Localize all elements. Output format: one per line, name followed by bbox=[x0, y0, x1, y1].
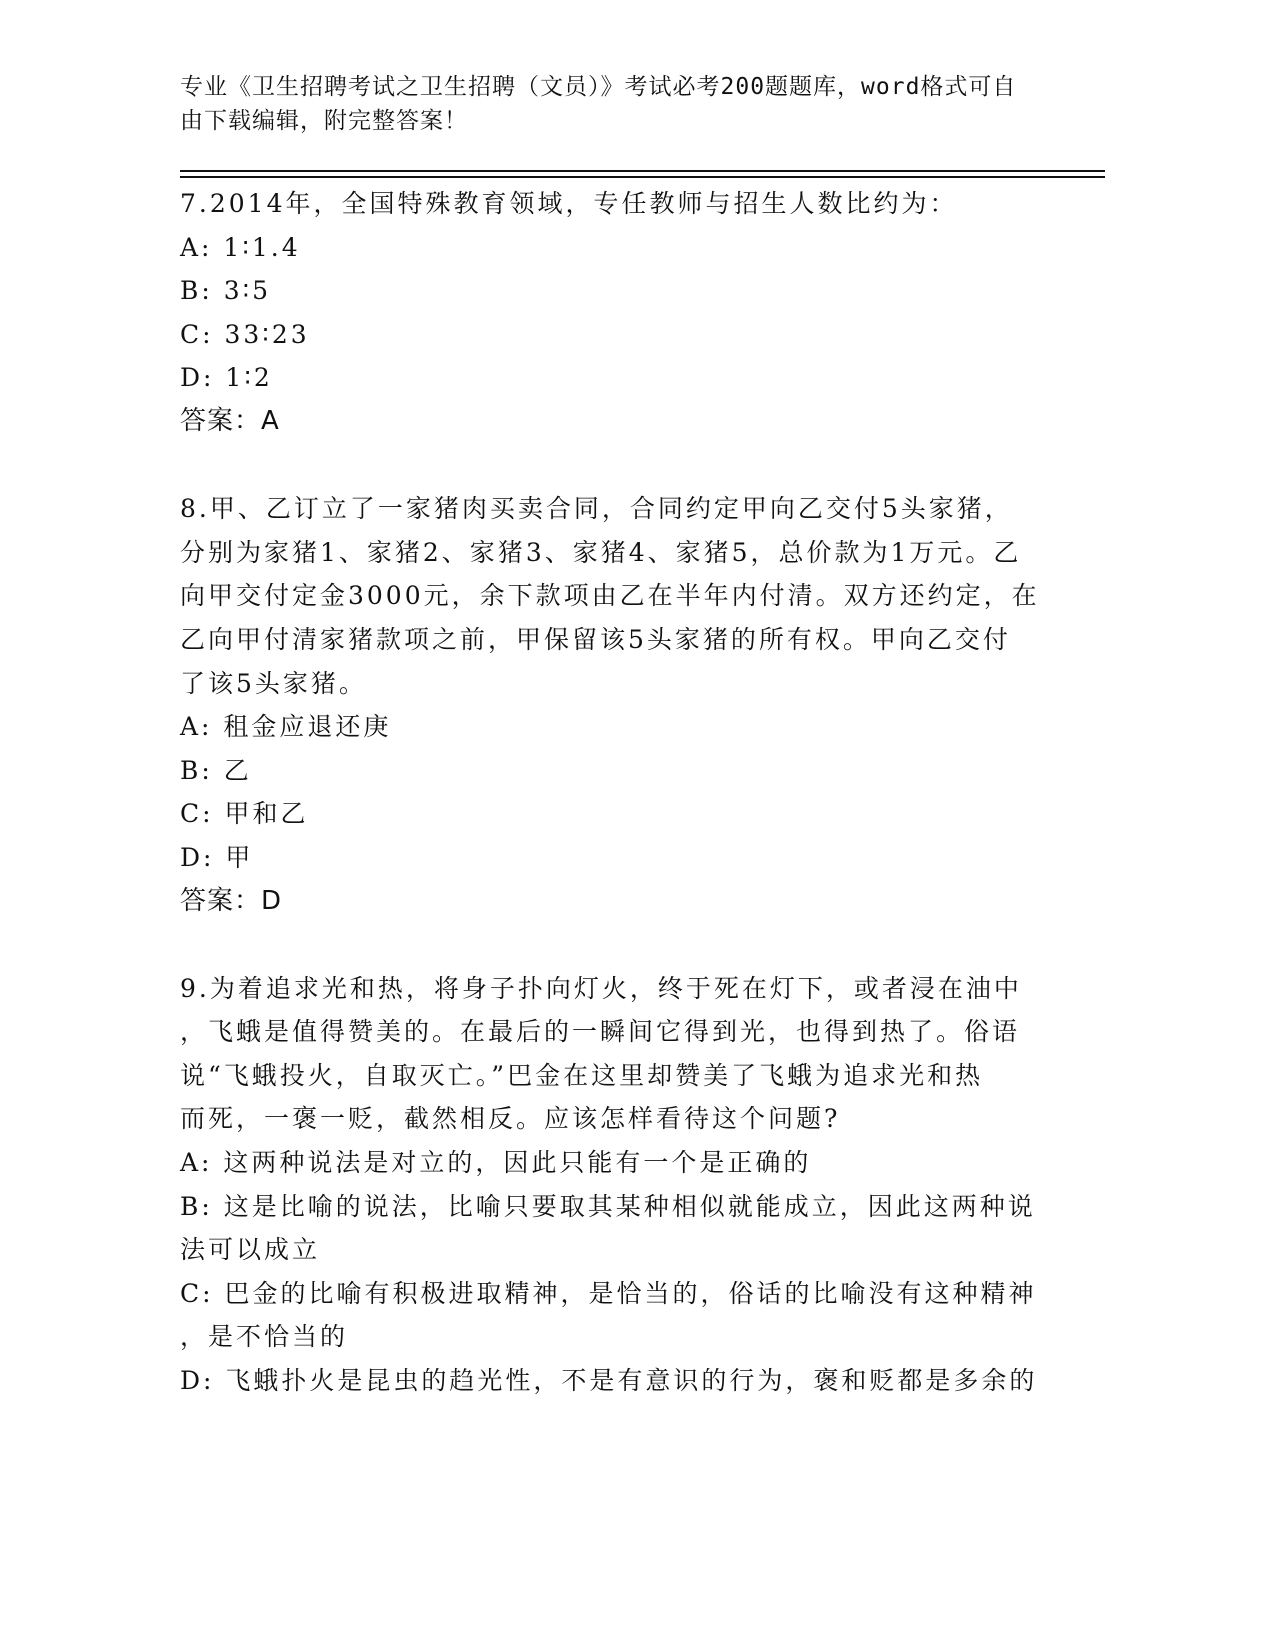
answer-key: 答案：A bbox=[180, 405, 280, 436]
spacer bbox=[180, 444, 1060, 488]
question-stem: 9.为着追求光和热，将身子扑向灯火，终于死在灯下，或者浸在油中 bbox=[180, 973, 1022, 1003]
header-divider bbox=[180, 176, 1105, 178]
question-stem: 向甲交付定金3000元，余下款项由乙在半年内付清。双方还约定，在 bbox=[180, 581, 1040, 611]
question-stem: ，飞蛾是值得赞美的。在最后的一瞬间它得到光，也得到热了。俗语 bbox=[180, 1017, 1021, 1047]
option-d: D: 1∶2 bbox=[180, 363, 273, 393]
option-d: D: 飞蛾扑火是昆虫的趋光性，不是有意识的行为，褒和贬都是多余的 bbox=[180, 1366, 1038, 1396]
question-9 bbox=[180, 967, 1060, 1403]
option-d: D: 甲 bbox=[180, 842, 254, 872]
question-stem: 说“飞蛾投火，自取灭亡。”巴金在这里却赞美了飞蛾为追求光和热 bbox=[180, 1060, 984, 1090]
option-c-continued: ，是不恰当的 bbox=[180, 1322, 349, 1352]
option-b: B: 3∶5 bbox=[180, 276, 272, 306]
question-7 bbox=[180, 182, 1060, 444]
question-stem: 了该5头家猪。 bbox=[180, 668, 367, 698]
header-divider bbox=[180, 170, 1105, 172]
answer-key: 答案：D bbox=[180, 885, 283, 916]
document-header bbox=[180, 70, 1060, 138]
option-a: A: 这两种说法是对立的，因此只能有一个是正确的 bbox=[180, 1148, 812, 1178]
header-line: 专业《卫生招聘考试之卫生招聘（文员）》考试必考200题题库，word格式可自 bbox=[180, 74, 1017, 100]
option-a: A: 1∶1.4 bbox=[180, 232, 301, 262]
question-list bbox=[180, 182, 1060, 1403]
header-line: 由下载编辑，附完整答案！ bbox=[180, 108, 468, 134]
option-b: B: 乙 bbox=[180, 755, 252, 785]
option-c: C: 甲和乙 bbox=[180, 799, 309, 829]
question-stem: 而死，一褒一贬，截然相反。应该怎样看待这个问题? bbox=[180, 1104, 841, 1134]
question-8 bbox=[180, 487, 1060, 923]
question-stem: 8.甲、乙订立了一家猪肉买卖合同，合同约定甲向乙交付5头家猪， bbox=[180, 494, 1013, 524]
option-b: B: 这是比喻的说法，比喻只要取其某种相似就能成立，因此这两种说 bbox=[180, 1191, 1036, 1221]
question-stem: 乙向甲付清家猪款项之前，甲保留该5头家猪的所有权。甲向乙交付 bbox=[180, 624, 1011, 654]
option-b-continued: 法可以成立 bbox=[180, 1235, 321, 1265]
question-stem: 分别为家猪1、家猪2、家猪3、家猪4、家猪5，总价款为1万元。乙 bbox=[180, 537, 1022, 567]
question-stem: 7.2014年，全国特殊教育领域，专任教师与招生人数比约为： bbox=[180, 189, 958, 218]
option-c: C: 巴金的比喻有积极进取精神，是恰当的，俗话的比喻没有这种精神 bbox=[180, 1278, 1037, 1308]
option-a: A: 租金应退还庚 bbox=[180, 712, 392, 742]
spacer bbox=[180, 923, 1060, 967]
option-c: C: 33∶23 bbox=[180, 319, 310, 349]
